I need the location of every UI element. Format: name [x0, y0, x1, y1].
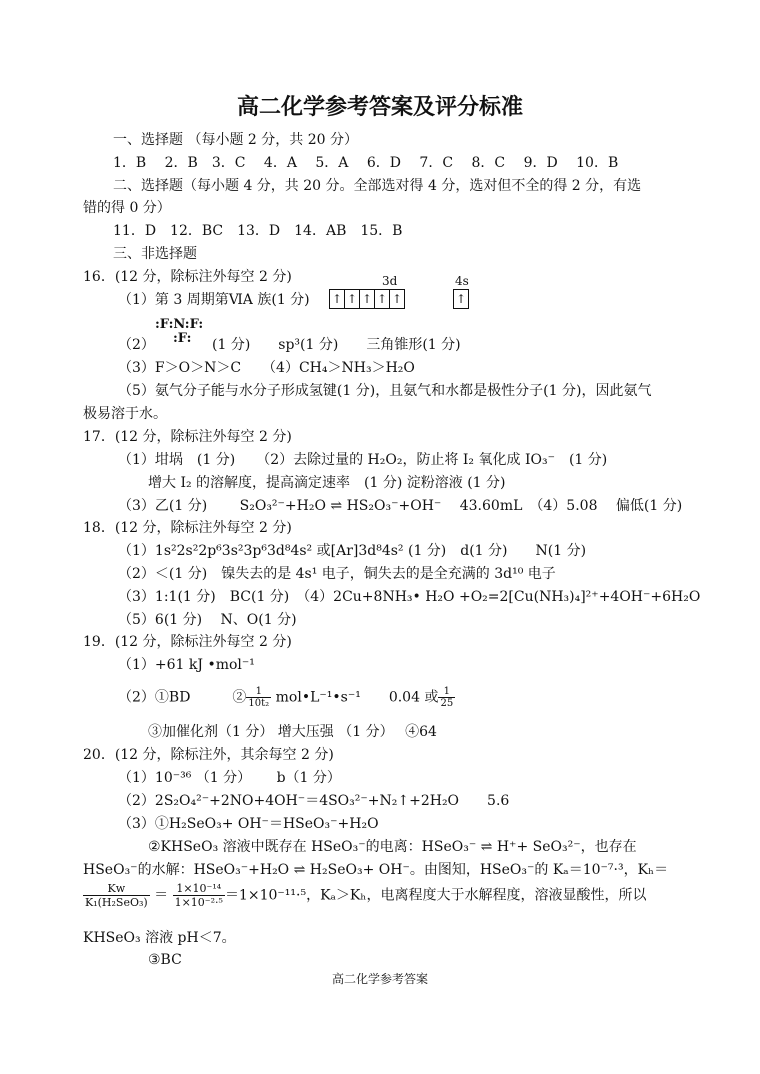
- q20-line2: （2）2S₂O₄²⁻+2NO+4OH⁻＝4SO₃²⁻+N₂↑+2H₂O 5.6: [118, 793, 510, 809]
- orbital-4s-box: [454, 289, 469, 309]
- orbital-3d-boxes: [330, 289, 405, 309]
- up-arrow-icon: ↑: [389, 289, 405, 309]
- fraction-denominator: 1×10⁻²·⁵: [174, 896, 223, 909]
- q19-heading: 19．(12 分，除标注外每空 2 分): [83, 634, 292, 650]
- fraction: [83, 882, 150, 909]
- sec1-answers: 1．B 2．B 3．C 4．A 5．A 6．D 7．C 8．C 9．D 10．B: [113, 155, 619, 171]
- q18-line1: （1）1s²2s²2p⁶3s²3p⁶3d⁸4s² 或[Ar]3d⁸4s² (1 分) d(1 分) N(1 分): [118, 543, 587, 559]
- up-arrow-icon: ↑: [344, 289, 360, 309]
- fraction-numerator: 1×10⁻¹⁴: [173, 882, 225, 896]
- fraction: [438, 686, 455, 709]
- q19-line1: （1）+61 kJ •mol⁻¹: [118, 657, 255, 673]
- up-arrow-icon: ↑: [453, 289, 469, 309]
- q19-line2-b: mol•L⁻¹•s⁻¹ 0.04 或: [271, 689, 439, 706]
- orbital-4s-label: 4s: [455, 274, 469, 288]
- q18-line2: （2）＜(1 分) 镍失去的是 4s¹ 电子，铜失去的是全充满的 3d¹⁰ 电子: [118, 566, 556, 582]
- lewis-structure-nf3: [155, 318, 203, 346]
- orbital-3d-label: 3d: [382, 274, 398, 288]
- q16-line3: （3）F＞O＞N＞C （4）CH₄＞NH₃＞H₂O: [118, 360, 415, 376]
- up-arrow-icon: ↑: [329, 289, 345, 309]
- page-footer: 高二化学参考答案: [331, 972, 428, 986]
- fraction-denominator: K₁(H₂SeO₃): [85, 896, 148, 909]
- up-arrow-icon: ↑: [359, 289, 375, 309]
- sec3-heading: 三、非选择题: [113, 246, 197, 262]
- q19-line2: [118, 686, 455, 709]
- q19-line2-a: （2）①BD ②: [118, 689, 247, 706]
- q17-line2: 增大 I₂ 的溶解度，提高滴定速率 (1 分) 淀粉溶液 (1 分): [148, 475, 506, 491]
- q16-line2-label: （2）: [118, 337, 155, 353]
- sec1-heading: 一、选择题 （每小题 2 分，共 20 分）: [113, 132, 358, 148]
- q16-line1: （1）第 3 周期第ⅥA 族(1 分): [118, 292, 310, 308]
- sec2-answers: 11．D 12．BC 13．D 14．AB 15．B: [113, 223, 403, 239]
- q16-heading: 16．(12 分，除标注外每空 2 分): [83, 269, 292, 285]
- q20-line4: ②KHSeO₃ 溶液中既存在 HSeO₃⁻的电离：HSeO₃⁻ ⇌ H⁺+ SeO₃²⁻，也存在: [148, 839, 637, 855]
- lewis-top: :F:N:F:: [155, 317, 204, 332]
- q20-line1: （1）10⁻³⁶ （1 分） b（1 分）: [118, 770, 341, 786]
- fraction-denominator: 10t₂: [248, 698, 270, 709]
- q20-line6-rest: ＝1×10⁻¹¹·⁵，Kₐ＞Kₕ，电离程度大于水解程度，溶液显酸性，所以: [224, 887, 647, 904]
- fraction-numerator: Kw: [83, 882, 150, 896]
- q20-heading: 20．(12 分，除标注外，其余每空 2 分): [83, 747, 334, 763]
- q20-line7: KHSeO₃ 溶液 pH＜7。: [83, 930, 236, 946]
- up-arrow-icon: ↑: [374, 289, 390, 309]
- q20-line5: HSeO₃⁻的水解：HSeO₃⁻+H₂O ⇌ H₂SeO₃+ OH⁻。由图知，HSeO₃⁻的 Kₐ＝10⁻⁷·³，Kₕ＝: [83, 862, 669, 878]
- q20-line8: ③BC: [148, 952, 182, 968]
- page-title: 高二化学参考答案及评分标准: [236, 94, 523, 120]
- fraction-numerator: 1: [438, 686, 455, 698]
- sec2-heading-cont: 错的得 0 分）: [83, 200, 171, 216]
- lewis-bottom: :F:: [173, 331, 192, 346]
- fraction: [246, 686, 271, 709]
- q16-line4: （5）氨气分子能与水分子形成氢键(1 分)，且氨气和水都是极性分子(1 分)，因此氨气: [118, 383, 652, 399]
- q17-heading: 17．(12 分，除标注外每空 2 分): [83, 429, 292, 445]
- equals-sign: ＝: [154, 887, 169, 904]
- fraction-denominator: 25: [440, 698, 454, 709]
- fraction: [173, 882, 225, 909]
- sec2-heading: 二、选择题（每小题 4 分，共 20 分。全部选对得 4 分，选对但不全的得 2 分，有选: [113, 178, 642, 194]
- q18-heading: 18．(12 分，除标注外每空 2 分): [83, 520, 292, 536]
- q16-line4-cont: 极易溶于水。: [83, 406, 167, 422]
- q18-line3: （3）1:1(1 分) BC(1 分) （4）2Cu+8NH₃• H₂O +O₂=2[Cu(NH₃)₄]²⁺+4OH⁻+6H₂O: [118, 589, 701, 605]
- q18-line4: （5）6(1 分) N、O(1 分): [118, 612, 297, 628]
- q19-line3: ③加催化剂（1 分） 增大压强 （1 分） ④64: [148, 724, 437, 740]
- q20-line6: [83, 882, 646, 909]
- q17-line3: （3）乙(1 分) S₂O₃²⁻+H₂O ⇌ HS₂O₃⁻+OH⁻ 43.60mL （4）5.08 偏低(1 分): [118, 498, 683, 514]
- q20-line3: （3）①H₂SeO₃+ OH⁻＝HSeO₃⁻+H₂O: [118, 816, 379, 832]
- q16-line2: (1 分) sp³(1 分) 三角锥形(1 分): [212, 337, 461, 353]
- fraction-numerator: 1: [246, 686, 271, 698]
- q17-line1: （1）坩埚 (1 分) （2）去除过量的 H₂O₂，防止将 I₂ 氧化成 IO₃⁻ (1 分): [118, 452, 608, 468]
